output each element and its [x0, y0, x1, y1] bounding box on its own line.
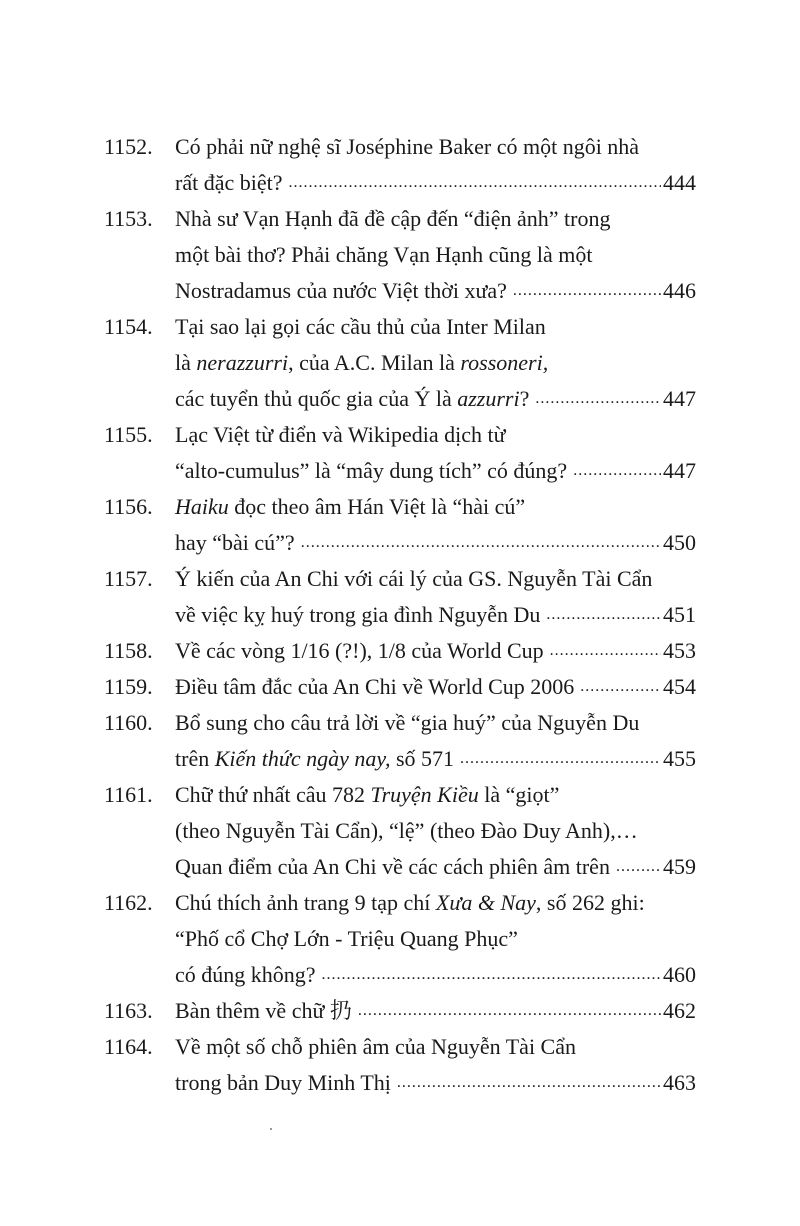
title-segment: Chữ thứ nhất câu 782: [175, 782, 371, 807]
entry-title-text: [175, 525, 295, 561]
entry-title-text: [175, 129, 639, 165]
title-segment: rất đặc biệt?: [175, 170, 283, 195]
title-segment: là: [175, 350, 197, 375]
toc-entry[interactable]: [104, 993, 696, 1029]
dot-leader: [301, 525, 661, 561]
title-segment: , của A.C. Milan là: [288, 350, 461, 375]
italic-title-segment: Truyện Kiều: [370, 782, 479, 807]
toc-entry[interactable]: [104, 561, 696, 633]
title-segment: có đúng không?: [175, 962, 316, 987]
title-segment: số 571: [390, 746, 455, 771]
title-segment: Bàn thêm về chữ 扔: [175, 998, 352, 1023]
entry-title-line: [175, 273, 696, 309]
entry-title-text: [175, 741, 454, 777]
entry-title-line: [175, 705, 696, 741]
entry-title-text: [175, 165, 283, 201]
toc-entry[interactable]: [104, 309, 696, 417]
entry-title-text: [175, 957, 316, 993]
entry-title-text: [175, 345, 548, 381]
entry-title-line: [175, 381, 696, 417]
title-segment: “Phố cổ Chợ Lớn - Triệu Quang Phục”: [175, 926, 518, 951]
page-number[interactable]: 444: [663, 170, 696, 195]
entry-title-text: [175, 597, 540, 633]
title-segment: Bổ sung cho câu trả lời về “gia huý” của Nguyễn Du: [175, 710, 640, 735]
dot-leader: [546, 597, 661, 633]
title-segment: Có phải nữ nghệ sĩ Joséphine Baker có một ngôi nhà: [175, 134, 640, 159]
table-of-contents: [104, 129, 696, 1101]
dot-leader: [460, 741, 661, 777]
entry-body: [175, 993, 696, 1029]
italic-title-segment: Kiến thức ngày nay,: [214, 746, 391, 771]
entry-body: [175, 561, 696, 633]
page-number[interactable]: 454: [663, 674, 696, 699]
title-segment: Ý kiến của An Chi với cái lý của GS. Nguyễn Tài Cẩn: [175, 566, 653, 591]
dot-leader: [289, 165, 662, 201]
entry-body: [175, 705, 696, 777]
entry-number: 1159.: [104, 674, 153, 699]
entry-title-line: [175, 993, 696, 1029]
entry-title-line: [175, 561, 696, 597]
entry-title-text: [175, 921, 518, 957]
title-segment: các tuyển thủ quốc gia của Ý là: [175, 386, 458, 411]
entry-title-text: [175, 489, 525, 525]
italic-title-segment: azzurri: [457, 386, 520, 411]
entry-body: [175, 417, 696, 489]
entry-title-line: [175, 849, 696, 885]
title-segment: về việc kỵ huý trong gia đình Nguyễn Du: [175, 602, 541, 627]
title-segment: Lạc Việt từ điển và Wikipedia dịch từ: [175, 422, 506, 447]
title-segment: một bài thơ? Phải chăng Vạn Hạnh cũng là một: [175, 242, 593, 267]
entry-title-text: [175, 777, 559, 813]
toc-entry[interactable]: [104, 201, 696, 309]
dot-leader: [550, 633, 661, 669]
title-segment: trên: [175, 746, 215, 771]
page-number[interactable]: 451: [663, 602, 696, 627]
entry-title-line: [175, 1065, 696, 1101]
dot-leader: [513, 273, 661, 309]
entry-title-text: [175, 417, 506, 453]
entry-title-line: [175, 201, 696, 237]
title-segment: , số 262 ghi:: [535, 890, 645, 915]
entry-body: [175, 489, 696, 561]
entry-number: 1162.: [104, 890, 153, 915]
entry-body: [175, 1029, 696, 1101]
entry-title-line: [175, 633, 696, 669]
title-segment: là “giọt”: [478, 782, 560, 807]
entry-number: 1153.: [104, 206, 153, 231]
entry-title-line: [175, 489, 696, 525]
title-segment: (theo Nguyễn Tài Cẩn), “lệ” (theo Đào Duy Anh),…: [175, 818, 638, 843]
entry-body: [175, 129, 696, 201]
entry-title-line: [175, 345, 696, 381]
entry-title-text: [175, 705, 639, 741]
entry-title-text: [175, 1065, 391, 1101]
entry-title-line: [175, 777, 696, 813]
title-segment: Về các vòng 1/16 (?!), 1/8 của World Cup: [175, 638, 544, 663]
entry-number: 1154.: [104, 314, 153, 339]
entry-title-line: [175, 453, 696, 489]
page-number[interactable]: 447: [663, 386, 696, 411]
entry-number: 1160.: [104, 710, 153, 735]
toc-entry[interactable]: [104, 633, 696, 669]
page-number[interactable]: 460: [663, 962, 696, 987]
entry-number: 1155.: [104, 422, 153, 447]
entry-title-text: [175, 561, 652, 597]
entry-title-text: [175, 885, 645, 921]
entry-title-text: [175, 453, 567, 489]
entry-title-line: [175, 741, 696, 777]
entry-title-line: [175, 813, 696, 849]
entry-number: 1163.: [104, 998, 153, 1023]
page-number[interactable]: 446: [663, 278, 696, 303]
italic-title-segment: nerazzurri: [196, 350, 289, 375]
page-number[interactable]: 447: [663, 458, 696, 483]
entry-title-text: [175, 669, 574, 705]
entry-number: 1157.: [104, 566, 153, 591]
entry-title-line: [175, 957, 696, 993]
entry-title-text: [175, 993, 352, 1029]
entry-number: 1161.: [104, 782, 153, 807]
toc-entry[interactable]: [104, 129, 696, 201]
title-segment: Tại sao lại gọi các cầu thủ của Inter Milan: [175, 314, 546, 339]
italic-title-segment: Haiku: [175, 494, 229, 519]
entry-title-text: [175, 237, 593, 273]
title-segment: Quan điểm của An Chi về các cách phiên âm trên: [175, 854, 610, 879]
title-segment: Điều tâm đắc của An Chi về World Cup 2006: [175, 674, 575, 699]
entry-title-line: [175, 921, 696, 957]
dot-leader: [535, 381, 661, 417]
title-segment: Nostradamus của nước Việt thời xưa?: [175, 278, 507, 303]
page-number[interactable]: 463: [663, 1070, 696, 1095]
entry-body: [175, 777, 696, 885]
entry-title-line: [175, 165, 696, 201]
entry-title-line: [175, 309, 696, 345]
italic-title-segment: rossoneri,: [460, 350, 549, 375]
entry-number: 1152.: [104, 134, 153, 159]
dot-leader: [358, 993, 661, 1029]
entry-title-text: [175, 309, 546, 345]
entry-title-text: [175, 633, 544, 669]
toc-entry[interactable]: [104, 777, 696, 885]
scan-speck: [270, 1128, 272, 1130]
entry-title-line: [175, 417, 696, 453]
entry-number: 1164.: [104, 1034, 153, 1059]
entry-title-line: [175, 669, 696, 705]
dot-leader: [573, 453, 661, 489]
toc-entry[interactable]: [104, 885, 696, 993]
entry-title-text: [175, 381, 529, 417]
entry-body: [175, 633, 696, 669]
entry-title-line: [175, 129, 696, 165]
entry-title-line: [175, 237, 696, 273]
toc-entry[interactable]: [104, 489, 696, 561]
dot-leader: [397, 1065, 661, 1101]
title-segment: “alto-cumulus” là “mây dung tích” có đúng?: [175, 458, 568, 483]
entry-title-text: [175, 201, 610, 237]
toc-entry[interactable]: [104, 669, 696, 705]
title-segment: hay “bài cú”?: [175, 530, 295, 555]
title-segment: Nhà sư Vạn Hạnh đã đề cập đến “điện ảnh” trong: [175, 206, 611, 231]
title-segment: Chú thích ảnh trang 9 tạp chí: [175, 890, 436, 915]
dot-leader: [322, 957, 661, 993]
toc-entry[interactable]: [104, 705, 696, 777]
toc-entry[interactable]: [104, 1029, 696, 1101]
entry-title-line: [175, 885, 696, 921]
title-segment: đọc theo âm Hán Việt là “hài cú”: [228, 494, 526, 519]
entry-title-line: [175, 597, 696, 633]
title-segment: ?: [519, 386, 530, 411]
toc-entry[interactable]: [104, 417, 696, 489]
page-number[interactable]: 462: [663, 998, 696, 1023]
entry-number: 1156.: [104, 494, 153, 519]
entry-title-line: [175, 1029, 696, 1065]
entry-title-text: [175, 273, 507, 309]
page-number[interactable]: 453: [663, 638, 696, 663]
entry-body: [175, 201, 696, 309]
title-segment: Về một số chỗ phiên âm của Nguyễn Tài Cẩn: [175, 1034, 576, 1059]
italic-title-segment: Xưa & Nay: [435, 890, 536, 915]
entry-title-text: [175, 849, 610, 885]
entry-number: 1158.: [104, 638, 153, 663]
entry-body: [175, 309, 696, 417]
title-segment: trong bản Duy Minh Thị: [175, 1070, 391, 1095]
entry-body: [175, 885, 696, 993]
entry-title-line: [175, 525, 696, 561]
page-number[interactable]: 459: [663, 854, 696, 879]
entry-body: [175, 669, 696, 705]
dot-leader: [580, 669, 661, 705]
dot-leader: [616, 849, 661, 885]
page-number[interactable]: 450: [663, 530, 696, 555]
page-number[interactable]: 455: [663, 746, 696, 771]
entry-title-text: [175, 813, 638, 849]
entry-title-text: [175, 1029, 576, 1065]
